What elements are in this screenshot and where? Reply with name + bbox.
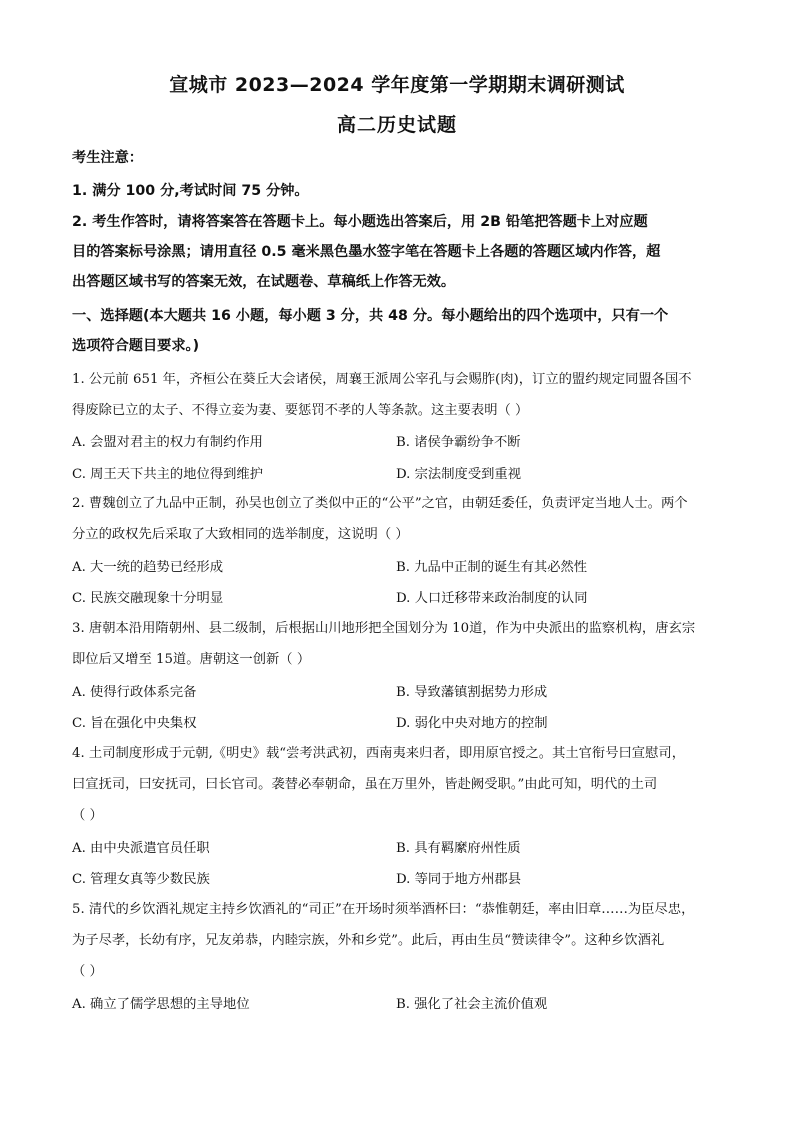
option-a: A. 会盟对君主的权力有制约作用 bbox=[72, 435, 263, 450]
question-2-stem bbox=[72, 488, 732, 550]
option-c: C. 管理女真等少数民族 bbox=[72, 872, 210, 887]
option-b: B. 具有羁縻府州性质 bbox=[396, 841, 521, 856]
notes-label: 考生注意： bbox=[72, 150, 143, 166]
option-c: C. 旨在强化中央集权 bbox=[72, 716, 197, 731]
note-item-1: 1. 满分 100 分,考试时间 75 分钟。 bbox=[72, 183, 309, 199]
option-c: C. 周王天下共主的地位得到维护 bbox=[72, 467, 264, 482]
question-stem-line: （ ） bbox=[72, 964, 103, 979]
option-d: D. 宗法制度受到重视 bbox=[396, 467, 522, 482]
option-c: C. 民族交融现象十分明显 bbox=[72, 591, 224, 606]
question-4-stem bbox=[72, 738, 732, 831]
section-heading-line: 一、选择题(本大题共 16 小题，每小题 3 分，共 48 分。每小题给出的四个选项中，只有一个 bbox=[72, 308, 669, 324]
question-5-stem bbox=[72, 894, 732, 987]
question-stem-line: 分立的政权先后采取了大致相同的选举制度，这说明（ ） bbox=[72, 527, 409, 542]
section-heading-line: 选项符合题目要求。) bbox=[72, 338, 200, 354]
question-3-stem bbox=[72, 613, 732, 675]
note-item-2-line: 2. 考生作答时，请将答案答在答题卡上。每小题选出答案后，用 2B 铅笔把答题卡上对应题 bbox=[72, 214, 648, 230]
option-d: D. 弱化中央对地方的控制 bbox=[396, 716, 548, 731]
option-d: D. 人口迁移带来政治制度的认同 bbox=[396, 591, 588, 606]
option-b: B. 诸侯争霸纷争不断 bbox=[396, 435, 521, 450]
question-stem-line: 为子尽孝，长幼有序，兄友弟恭，内睦宗族，外和乡党”。此后，再由生员“赞读律令”。这种乡饮酒礼 bbox=[72, 933, 665, 948]
exam-title: 宣城市 2023—2024 学年度第一学期期末调研测试 bbox=[169, 74, 625, 96]
question-stem-line: （ ） bbox=[72, 808, 103, 823]
option-a: A. 使得行政体系完备 bbox=[72, 685, 197, 700]
question-stem-line: 3. 唐朝本沿用隋朝州、县二级制，后根据山川地形把全国划分为 10道，作为中央派出的监察机构，唐玄宗 bbox=[72, 621, 696, 636]
option-d: D. 等同于地方州郡县 bbox=[396, 872, 522, 887]
question-stem-line: 2. 曹魏创立了九品中正制，孙吴也创立了类似中正的“公平”之官，由朝廷委任，负责评定当地人士。两个 bbox=[72, 496, 688, 511]
option-b: B. 强化了社会主流价值观 bbox=[396, 997, 548, 1012]
option-b: B. 导致藩镇割据势力形成 bbox=[396, 685, 548, 700]
note-item-2-line: 出答题区域书写的答案无效，在试题卷、草稿纸上作答无效。 bbox=[72, 274, 456, 290]
question-1-stem bbox=[72, 364, 732, 426]
option-a: A. 由中央派遣官员任职 bbox=[72, 841, 210, 856]
note-item-2-line: 目的答案标号涂黑；请用直径 0.5 毫米黑色墨水签字笔在答题卡上各题的答题区域内作答，超 bbox=[72, 244, 661, 260]
question-stem-line: 得废除已立的太子、不得立妾为妻、要惩罚不孝的人等条款。这主要表明（ ） bbox=[72, 403, 529, 418]
exam-subtitle: 高二历史试题 bbox=[336, 114, 457, 136]
question-stem-line: 4. 土司制度形成于元朝,《明史》载“尝考洪武初，西南夷来归者，即用原官授之。其土官衔号曰宣慰司， bbox=[72, 746, 685, 761]
option-a: A. 大一统的趋势已经形成 bbox=[72, 560, 224, 575]
option-a: A. 确立了儒学思想的主导地位 bbox=[72, 997, 250, 1012]
question-stem-line: 1. 公元前 651 年，齐桓公在葵丘大会诸侯，周襄王派周公宰孔与会赐胙(肉)，订立的盟约规定同盟各国不 bbox=[72, 372, 692, 387]
option-b: B. 九品中正制的诞生有其必然性 bbox=[396, 560, 588, 575]
note-item-2 bbox=[72, 207, 732, 297]
question-stem-line: 5. 清代的乡饮酒礼规定主持乡饮酒礼的“司正”在开场时须举酒杯曰：“恭惟朝廷，率由旧章……为臣尽忠， bbox=[72, 902, 695, 917]
question-stem-line: 曰宣抚司，曰安抚司，曰长官司。袭替必奉朝命，虽在万里外，皆赴阙受职。”由此可知，明代的土司 bbox=[72, 777, 658, 792]
section-heading bbox=[72, 301, 732, 361]
question-stem-line: 即位后又增至 15道。唐朝这一创新（ ） bbox=[72, 652, 311, 667]
